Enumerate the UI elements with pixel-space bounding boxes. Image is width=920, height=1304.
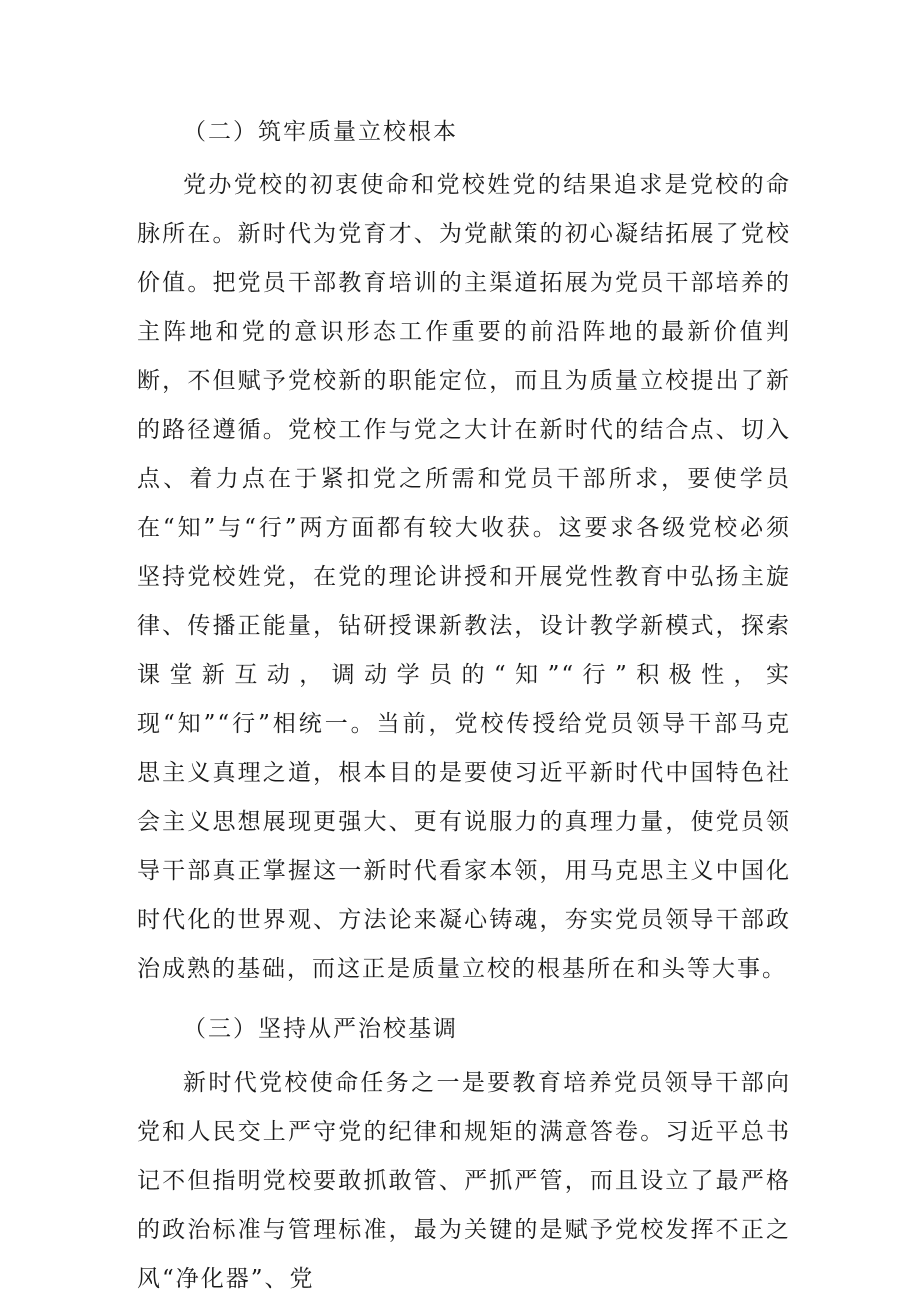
section-paragraph-3: 新时代党校使命任务之一是要教育培养党员领导干部向党和人民交上严守党的纪律和规矩的满意答卷。习近平总书记不但指明党校要敢抓敢管、严抓严管，而且设立了最严格的政治标准与管理标准，最为关键的是赋予党校发挥不正之风“净化器”、党 <box>137 1070 791 1292</box>
section-paragraph-2: 党办党校的初衷使命和党校姓党的结果追求是党校的命脉所在。新时代为党育才、为党献策的初心凝结拓展了党校价值。把党员干部教育培训的主渠道拓展为党员干部培养的主阵地和党的意识形态工作重要的前沿阵地的最新价值判断，不但赋予党校新的职能定位，而且为质量立校提出了新的路径遵循。党校工作与党之大计在新时代的结合点、切入点、着力点在于紧扣党之所需和党员干部所求，要使学员在“知”与“行”两方面都有较大收获。这要求各级党校必须坚持党校姓党，在党的理论讲授和开展党性教育中弘扬主旋律、传播正能量，钻研授课新教法，设计教学新模式，探索课堂新互动，调动学员的“知”“行”积极性，实现“知”“行”相统一。当前，党校传授给党员领导干部马克思主义真理之道，根本目的是要使习近平新时代中国特色社会主义思想展现更强大、更有说服力的真理力量，使党员领导干部真正掌握这一新时代看家本领，用马克思主义中国化时代化的世界观、方法论来凝心铸魂，夯实党员领导干部政治成熟的基础，而这正是质量立校的根基所在和头等大事。 <box>137 172 791 982</box>
section-heading-3: （三）坚持从严治校基调 <box>183 1016 458 1042</box>
document-body <box>137 103 791 1304</box>
section-heading-2: （二）筑牢质量立校根本 <box>183 119 458 145</box>
